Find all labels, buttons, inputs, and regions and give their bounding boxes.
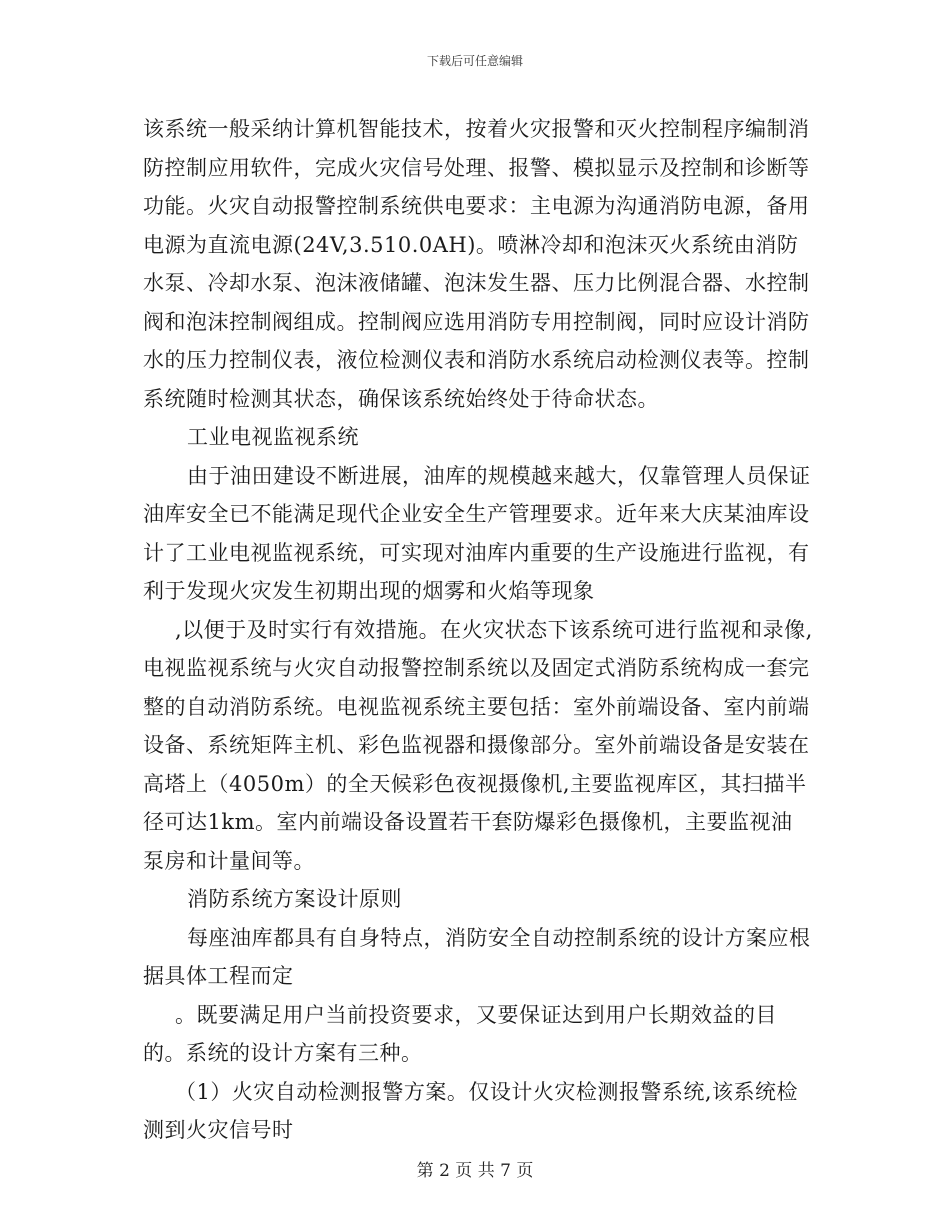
paragraph-oilfield-development: 由于油田建设不断进展，油库的规模越来越大，仅靠管理人员保证油库安全已不能满足现代企业安全生产管理要求。近年来大庆某油库设计了工业电视监视系统，可实现对油库内重要的生产设施进行监视，有利于发现火灾发生初期出现的烟雾和火焰等现象 <box>143 463 811 603</box>
page-number: 第 2 页 共 7 页 <box>416 1161 534 1181</box>
heading-design-principles: 消防系统方案设计原则 <box>187 887 402 911</box>
paragraph-design-goals: 。既要满足用户当前投资要求，又要保证达到用户长期效益的目的。系统的设计方案有三种。 <box>143 1002 777 1065</box>
paragraph-design-scheme: 每座油库都具有自身特点，消防安全自动控制系统的设计方案应根据具体工程而定 <box>143 925 811 988</box>
page-header: 下载后可任意编辑 <box>426 54 523 68</box>
paragraph-tv-monitoring-details: ,以便于及时实行有效措施。在火灾状态下该系统可进行监视和录像,电视监视系统与火灾自动报警控制系统以及固定式消防系统构成一套完整的自动消防系统。电视监视系统主要包括：室外前端设备、室内前端设备、系统矩阵主机、彩色监视器和摄像部分。室外前端设备是安装在高塔上（4050m）的全天候彩色夜视摄像机,主要监视库区，其扫描半径可达1km。室内前端设备设置若干套防爆彩色摄像机，主要监视油泵房和计量间等。 <box>143 617 813 873</box>
paragraph-scheme-one: （1）火灾自动检测报警方案。仅设计火灾检测报警系统,该系统检测到火灾信号时 <box>143 1079 799 1142</box>
paragraph-fire-control-system: 该系统一般采纳计算机智能技术，按着火灾报警和灭火控制程序编制消防控制应用软件，完成火灾信号处理、报警、模拟显示及控制和诊断等功能。火灾自动报警控制系统供电要求：主电源为沟通消防电源，备用电源为直流电源(24V,3.510.0AH)。喷淋冷却和泡沫灭火系统由消防水泵、冷却水泵、泡沫液储罐、泡沫发生器、压力比例混合器、水控制阀和泡沫控制阀组成。控制阀应选用消防专用控制阀，同时应设计消防水的压力控制仪表，液位检测仪表和消防水系统启动检测仪表等。控制系统随时检测其状态，确保该系统始终处于待命状态。 <box>143 117 810 411</box>
document-body <box>143 110 813 1150</box>
heading-industrial-tv-monitoring: 工业电视监视系统 <box>187 425 359 449</box>
